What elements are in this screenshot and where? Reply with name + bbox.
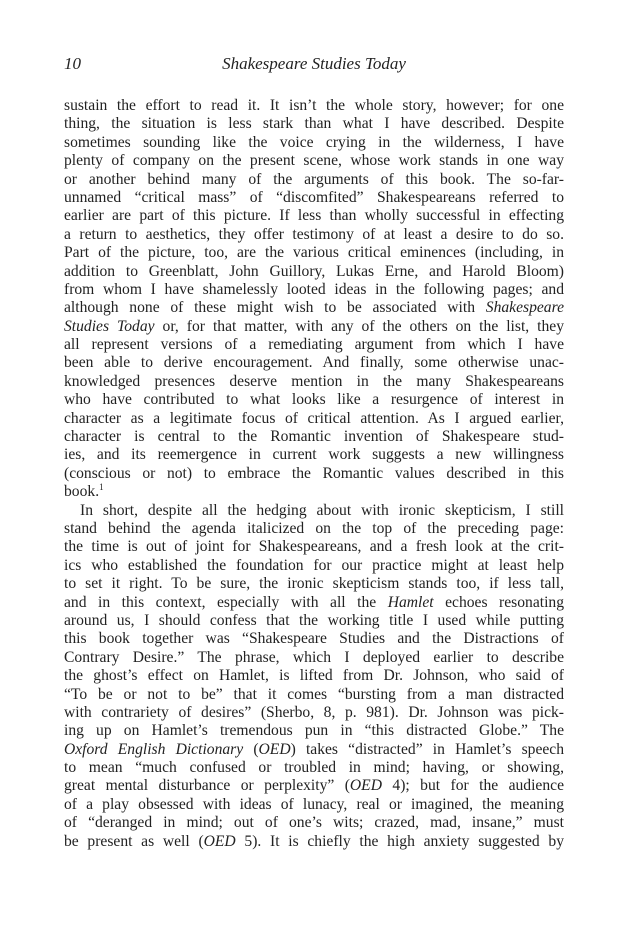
text-line: plenty of company on the present scene, whose work stands in one way — [64, 152, 564, 170]
text-line: earlier are part of this picture. If less than wholly successful in effecting — [64, 207, 564, 225]
text-line: Studies Today or, for that matter, with any of the others on the list, they — [64, 317, 564, 335]
paragraph-2 — [64, 502, 564, 851]
text-line: unnamed “critical mass” of “discomfited” Shakespeareans referred to — [64, 188, 564, 206]
text-line: Part of the picture, too, are the various critical eminences (including, in — [64, 244, 564, 262]
text-line: and in this context, especially with all the Hamlet echoes resonating — [64, 593, 564, 611]
text-line: ing up on Hamlet’s tremendous pun in “this distracted Globe.” The — [64, 722, 564, 740]
text-line: of “deranged in mind; out of one’s wits; crazed, mad, insane,” must — [64, 814, 564, 832]
text-line: from whom I have shamelessly looted ideas in the following pages; and — [64, 280, 564, 298]
text-line: the time is out of joint for Shakespeareans, and a fresh look at the crit- — [64, 538, 564, 556]
text-line: thing, the situation is less stark than what I have described. Despite — [64, 115, 564, 133]
text-line: of a play obsessed with ideas of lunacy, real or imagined, the meaning — [64, 795, 564, 813]
text-line: the ghost’s effect on Hamlet, is lifted from Dr. Johnson, who said of — [64, 667, 564, 685]
text-line: all represent versions of a remediating argument from which I have — [64, 336, 564, 354]
footnote-ref: 1 — [99, 482, 104, 493]
text-line: great mental disturbance or perplexity” (OED 4); but for the audience — [64, 777, 564, 795]
text-line: ics who established the foundation for our practice might at least help — [64, 556, 564, 574]
text-line: Oxford English Dictionary (OED) takes “distracted” in Hamlet’s speech — [64, 740, 564, 758]
paragraph-1 — [64, 97, 564, 483]
text-line: this book together was “Shakespeare Studies and the Distractions of — [64, 630, 564, 648]
text-line: sometimes sounding like the voice crying in the wilderness, I have — [64, 133, 564, 151]
text-line: be present as well (OED 5). It is chiefly the high anxiety suggested by — [64, 832, 564, 850]
text-line: been able to derive encouragement. And finally, some otherwise unac- — [64, 354, 564, 372]
running-title: Shakespeare Studies Today — [222, 54, 406, 73]
running-header — [64, 54, 564, 78]
text-line: character as a legitimate focus of critical attention. As I argued earlier, — [64, 409, 564, 427]
text-line: a return to aesthetics, they offer testimony of at least a desire to do so. — [64, 225, 564, 243]
text-line: Contrary Desire.” The phrase, which I deployed earlier to describe — [64, 648, 564, 666]
text-line: although none of these might wish to be associated with Shakespeare — [64, 299, 564, 317]
last-word: book. — [64, 483, 100, 501]
text-line: In short, despite all the hedging about with ironic skepticism, I still — [80, 501, 564, 519]
text-line: stand behind the agenda italicized on the top of the preceding page: — [64, 519, 564, 537]
page-number: 10 — [64, 54, 81, 73]
text-line: “To be or not to be” that it comes “bursting from a man distracted — [64, 685, 564, 703]
text-line: to set it right. To be sure, the ironic skepticism stands too, if less tall, — [64, 575, 564, 593]
text-line: (conscious or not) to embrace the Romantic values described in this — [64, 464, 564, 482]
text-line: to mean “much confused or troubled in mind; having, or showing, — [64, 759, 564, 777]
text-line: who have contributed to what looks like a resurgence of interest in — [64, 391, 564, 409]
text-line: sustain the effort to read it. It isn’t the whole story, however; for one — [64, 97, 564, 114]
text-line: ies, and its reemergence in current work suggests a new willingness — [64, 446, 564, 464]
paragraph-1-last-line — [64, 483, 564, 501]
text-line: or another behind many of the arguments of this book. The so-far- — [64, 170, 564, 188]
text-line: with contrariety of desires” (Sherbo, 8, p. 981). Dr. Johnson was pick- — [64, 703, 564, 721]
text-line: character is central to the Romantic invention of Shakespeare stud- — [64, 428, 564, 446]
text-line: around us, I should confess that the working title I used while putting — [64, 611, 564, 629]
text-line: knowledged presences deserve mention in the many Shakespeareans — [64, 372, 564, 390]
body-text — [64, 97, 564, 851]
text-line: addition to Greenblatt, John Guillory, Lukas Erne, and Harold Bloom) — [64, 262, 564, 280]
